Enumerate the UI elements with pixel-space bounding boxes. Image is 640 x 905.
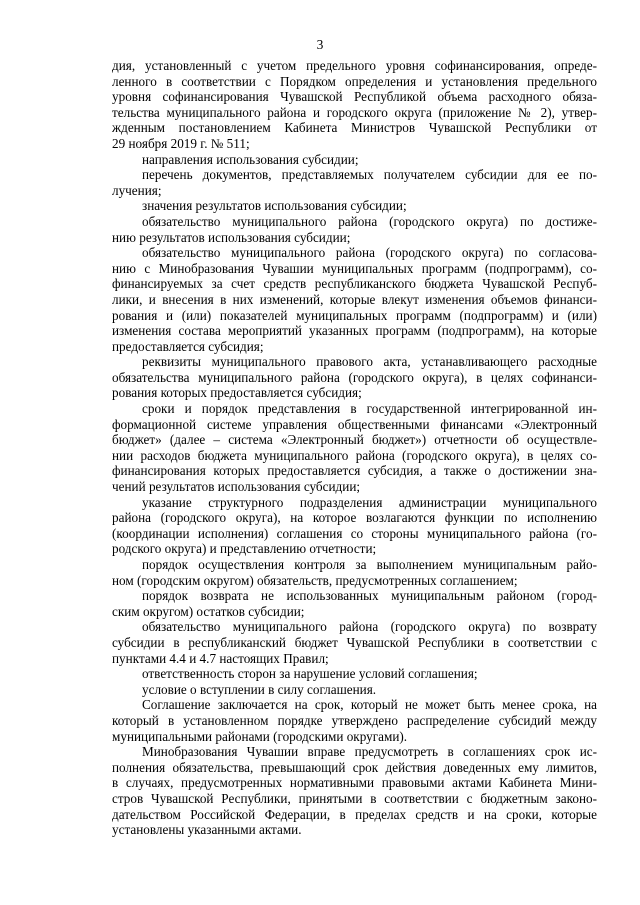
- text-line: жденным постановлением Кабинета Министров Чувашской Республики от: [112, 120, 597, 136]
- text-line: района (городского округа), на которое возлагаются функции по исполнению: [112, 510, 597, 526]
- text-line: полнения обязательства, превышающий срок действия доведенных ему лимитов,: [112, 759, 597, 775]
- text-line: субсидии в республиканский бюджет Чувашской Республики в соответствии с: [112, 634, 597, 650]
- text-line: чений результатов использования субсидии;: [112, 479, 361, 495]
- text-line: который в установленном порядке утверждено распределение субсидий между: [112, 712, 597, 728]
- text-line: дательством Российской Федерации, в пределах средств и на сроки, которые: [112, 806, 597, 822]
- text-line: ским округом) остатков субсидии;: [112, 603, 305, 619]
- text-line: финансирования которых предоставляется субсидия, а также о достижении зна-: [112, 463, 597, 479]
- text-line: в случаях, предусмотренных нормативными правовыми актами Кабинета Мини-: [112, 775, 597, 791]
- text-line: лучения;: [112, 182, 162, 198]
- text-line: указание структурного подразделения администрации муниципального: [142, 494, 597, 510]
- text-line: реквизиты муниципального правового акта, устанавливающего расходные: [142, 354, 597, 370]
- text-line: родского округа) и представлению отчетности;: [112, 541, 377, 557]
- text-line: тельства муниципального района и городского округа (приложение № 2), утвер-: [112, 104, 597, 120]
- text-line: нии расходов бюджета муниципального района (городского округа), в целях со-: [112, 447, 597, 463]
- text-line: нию результатов использования субсидии;: [112, 229, 351, 245]
- text-line: нию с Минобразования Чувашии муниципальных программ (подпрограмм), со-: [112, 260, 597, 276]
- text-line: условие о вступлении в силу соглашения.: [142, 681, 377, 697]
- text-line: лики, и внесения в них изменений, которые влекут изменения объемов финанси-: [112, 291, 597, 307]
- text-line: уровня софинансирования Чувашской Республикой объема расходного обяза-: [112, 89, 597, 105]
- text-line: изменения состава мероприятий указанных программ (подпрограмм), на которые: [112, 323, 597, 339]
- text-line: Минобразования Чувашии вправе предусмотреть в соглашениях срок ис-: [142, 744, 597, 760]
- text-line: обязательства муниципального района (городского округа), в целях софинанси-: [112, 369, 597, 385]
- text-line: стров Чувашской Республики, принятыми в соответствии с бюджетным законо-: [112, 790, 597, 806]
- text-line: порядок осуществления контроля за выполнением муниципальным райо-: [142, 557, 597, 572]
- text-line: обязательство муниципального района (городского округа) по согласова-: [142, 245, 597, 261]
- text-line: направления использования субсидии;: [142, 151, 359, 167]
- text-line: (координации исполнения) соглашения со стороны муниципального района (го-: [112, 525, 597, 541]
- text-line: предоставляется субсидия;: [112, 338, 264, 354]
- text-line: ответственность сторон за нарушение условий соглашения;: [142, 666, 478, 682]
- text-line: пунктами 4.4 и 4.7 настоящих Правил;: [112, 650, 329, 666]
- text-line: муниципальными районами (городскими округами).: [112, 728, 408, 744]
- text-line: перечень документов, представляемых получателем субсидии для ее по-: [142, 167, 597, 183]
- text-line: 29 ноября 2019 г. № 511;: [112, 135, 250, 151]
- text-line: установлены указанными актами.: [112, 822, 302, 838]
- text-line: формационной системе управления общественными финансами «Электронный: [112, 416, 597, 432]
- text-line: обязательство муниципального района (городского округа) по возврату: [142, 619, 597, 635]
- text-line: сроки и порядок представления в государственной интегрированной ин-: [142, 401, 597, 417]
- text-line: ленного в соответствии с Порядком определения и установления предельного: [112, 73, 597, 89]
- text-line: значения результатов использования субсидии;: [142, 198, 407, 214]
- text-line: финансируемых за счет средств республиканского бюджета Чувашской Респуб-: [112, 276, 597, 292]
- text-line: Соглашение заключается на срок, который не может быть менее срока, на: [142, 697, 597, 713]
- document-body: [112, 58, 597, 838]
- text-line: ном (городским округом) обязательств, предусмотренных соглашением;: [112, 572, 518, 588]
- text-line: дия, установленный с учетом предельного уровня софинансирования, опреде-: [112, 58, 597, 73]
- text-line: обязательство муниципального района (городского округа) по достиже-: [142, 213, 597, 229]
- text-line: бюджет» (далее – система «Электронный бюджет») отчетности об осуществле-: [112, 432, 597, 448]
- page-number: 3: [316, 37, 324, 52]
- text-line: порядок возврата не использованных муниципальным районом (город-: [142, 588, 597, 604]
- text-line: рования которых предоставляется субсидия;: [112, 385, 362, 401]
- text-line: рования и (или) показателей муниципальных программ (подпрограмм) и (или): [112, 307, 597, 323]
